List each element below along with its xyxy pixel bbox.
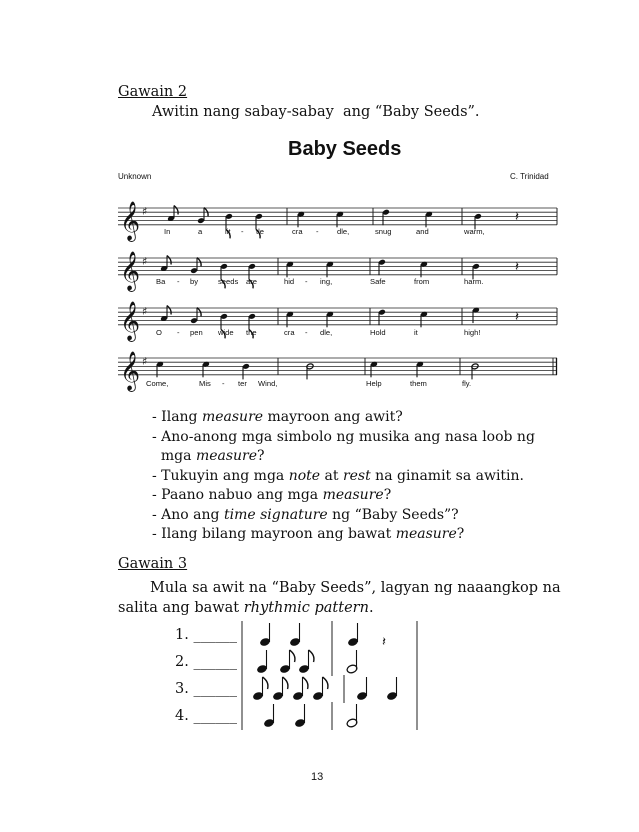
gawain-2-instruction: Awitin nang sabay-sabay ang “Baby Seeds”. <box>152 104 480 120</box>
pattern-answer-blank[interactable]: ______ <box>193 708 237 724</box>
question-item: - Paano nabuo ang mga measure? <box>152 487 392 503</box>
question-item: mga measure? <box>152 448 265 464</box>
note-flag <box>309 650 314 662</box>
lyric-syllable: Hold <box>370 328 386 337</box>
lyric-syllable: ing, <box>320 277 333 286</box>
song-title: Baby Seeds <box>288 138 402 160</box>
treble-clef-icon: 𝄞 <box>120 300 141 341</box>
lyric-syllable: snug <box>375 227 392 236</box>
lyric-syllable: - <box>177 277 180 286</box>
gawain-3-instruction-line1: Mula sa awit na “Baby Seeds”, lagyan ng naaangkop na <box>150 580 561 596</box>
lyric-syllable: Mis <box>199 379 211 388</box>
lyric-syllable: dle, <box>337 227 350 236</box>
sharp-icon: ♯ <box>142 355 148 368</box>
lyric-syllable: - <box>177 328 180 337</box>
sharp-icon: ♯ <box>142 305 148 318</box>
lyric-syllable: - <box>222 379 225 388</box>
page-number: 13 <box>311 771 324 783</box>
lyric-syllable: - <box>305 328 308 337</box>
lyric-syllable: pen <box>190 328 203 337</box>
gawain-3-heading: Gawain 3 <box>118 556 188 572</box>
pattern-number: 2. <box>175 654 194 670</box>
treble-clef-icon: 𝄞 <box>120 350 141 391</box>
quarter-rest-icon: 𝄽 <box>515 260 519 275</box>
note-flag <box>263 677 268 689</box>
lyric-syllable: In <box>164 227 171 236</box>
note-flag <box>323 677 328 689</box>
gawain-2-heading: Gawain 2 <box>118 84 188 100</box>
pattern-number: 4. <box>175 708 194 724</box>
lyric-syllable: Wind, <box>258 379 278 388</box>
lyric-syllable: by <box>190 277 199 286</box>
lyric-syllable: warm, <box>464 227 485 236</box>
lyric-syllable: tle <box>256 227 265 236</box>
pattern-answer-blank[interactable]: ______ <box>193 681 237 697</box>
lyric-syllable: cra <box>284 328 295 337</box>
lyric-syllable: - <box>241 227 244 236</box>
pattern-answer-blank[interactable]: ______ <box>193 654 237 670</box>
lyric-syllable: fly. <box>462 379 472 388</box>
lyric-syllable: them <box>410 379 427 388</box>
pattern-answer-blank[interactable]: ______ <box>193 627 237 643</box>
lyric-syllable: O <box>156 328 162 337</box>
note-flag <box>290 650 295 662</box>
quarter-rest-icon: 𝄽 <box>515 310 519 325</box>
sharp-icon: ♯ <box>142 255 148 268</box>
lyric-syllable: Come, <box>146 379 169 388</box>
lyric-syllable: seeds <box>218 277 239 286</box>
song-composer-left: Unknown <box>118 172 152 181</box>
lyric-syllable: ter <box>238 379 247 388</box>
gawain-3-instruction-line2: salita ang bawat rhythmic pattern. <box>118 600 374 616</box>
lyric-syllable: harm. <box>464 277 484 286</box>
quarter-rest-icon: 𝄽 <box>515 210 519 225</box>
lyric-syllable: a <box>198 227 203 236</box>
note-flag <box>303 677 308 689</box>
question-item: - Ano-anong mga simbolo ng musika ang nasa loob ng <box>152 428 535 445</box>
lyric-syllable: high! <box>464 328 481 337</box>
lyric-syllable: dle, <box>320 328 333 337</box>
quarter-rest-icon: 𝄽 <box>382 635 386 650</box>
lyric-syllable: lit <box>225 227 231 236</box>
lyric-syllable: cra <box>292 227 303 236</box>
lyric-syllable: it <box>414 328 418 337</box>
lyric-syllable: Help <box>366 379 382 388</box>
treble-clef-icon: 𝄞 <box>120 250 141 291</box>
treble-clef-icon: 𝄞 <box>120 200 141 241</box>
lyric-syllable: and <box>416 227 429 236</box>
lyric-syllable: - <box>305 277 308 286</box>
lyric-syllable: Ba <box>156 277 166 286</box>
lyric-syllable: - <box>316 227 319 236</box>
lyric-syllable: hid <box>284 277 295 286</box>
lyric-syllable: Safe <box>370 277 386 286</box>
question-item: - Ano ang time signature ng “Baby Seeds”? <box>152 506 459 523</box>
lyric-syllable: are <box>246 277 257 286</box>
question-item: - Ilang bilang mayroon ang bawat measure? <box>152 526 465 542</box>
note-flag <box>283 677 288 689</box>
pattern-number: 1. <box>175 627 194 643</box>
song-composer-right: C. Trinidad <box>510 172 549 181</box>
lyric-syllable: from <box>414 277 430 286</box>
question-item: - Tukuyin ang mga note at rest na ginamit sa awitin. <box>152 467 524 484</box>
lyric-syllable: wide <box>218 328 234 337</box>
question-item: - Ilang measure mayroon ang awit? <box>152 409 403 425</box>
lyric-syllable: the <box>246 328 257 337</box>
sharp-icon: ♯ <box>142 205 148 218</box>
pattern-number: 3. <box>175 681 194 697</box>
